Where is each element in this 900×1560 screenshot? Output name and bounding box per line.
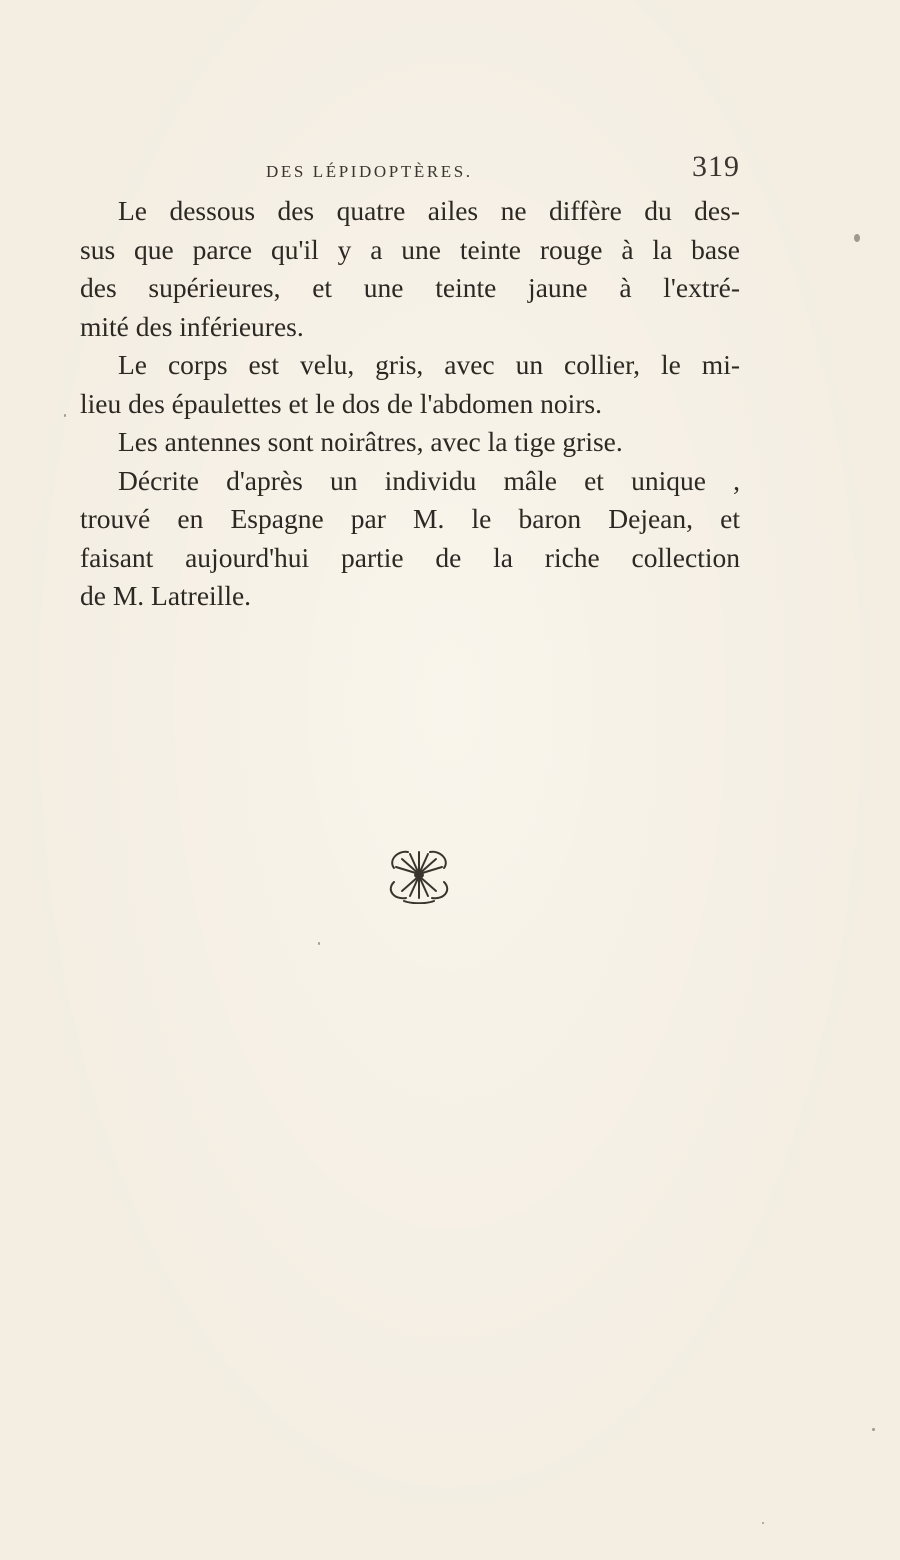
- text-line: Les antennes sont noirâtres, avec la tige grise.: [118, 426, 623, 457]
- text-line: trouvé en Espagne par M. le baron Dejean, et: [80, 503, 740, 534]
- paper-speck: [854, 234, 860, 242]
- text-line: Le dessous des quatre ailes ne diffère du des-: [118, 195, 740, 226]
- paragraph-antennae: [80, 423, 740, 462]
- paper-speck: [872, 1428, 875, 1431]
- page-number: 319: [692, 150, 740, 183]
- running-head: [80, 148, 740, 188]
- paragraph-body: [80, 346, 740, 423]
- running-head-title: DES LÉPIDOPTÈRES.: [266, 162, 473, 181]
- text-line: mité des inférieures.: [80, 310, 304, 342]
- text-line: lieu des épaulettes et le dos de l'abdomen noirs.: [80, 387, 602, 419]
- text-line: des supérieures, et une teinte jaune à l'extré-: [80, 272, 740, 303]
- paper-speck: [762, 1522, 764, 1524]
- text-line: faisant aujourd'hui partie de la riche collection: [80, 541, 740, 573]
- paper-speck: [64, 414, 66, 417]
- text-line: de M. Latreille.: [80, 580, 252, 611]
- paragraph-underside: [80, 192, 740, 346]
- paragraph-specimen: [80, 462, 740, 616]
- palmette-ornament-icon: [384, 846, 454, 904]
- text-line: sus que parce qu'il y a une teinte rouge à la base: [80, 233, 740, 265]
- text-line: Décrite d'après un individu mâle et unique ,: [118, 464, 740, 496]
- paper-speck: [318, 942, 320, 945]
- text-line: Le corps est velu, gris, avec un collier, le mi-: [118, 349, 740, 380]
- body-text: [80, 192, 740, 616]
